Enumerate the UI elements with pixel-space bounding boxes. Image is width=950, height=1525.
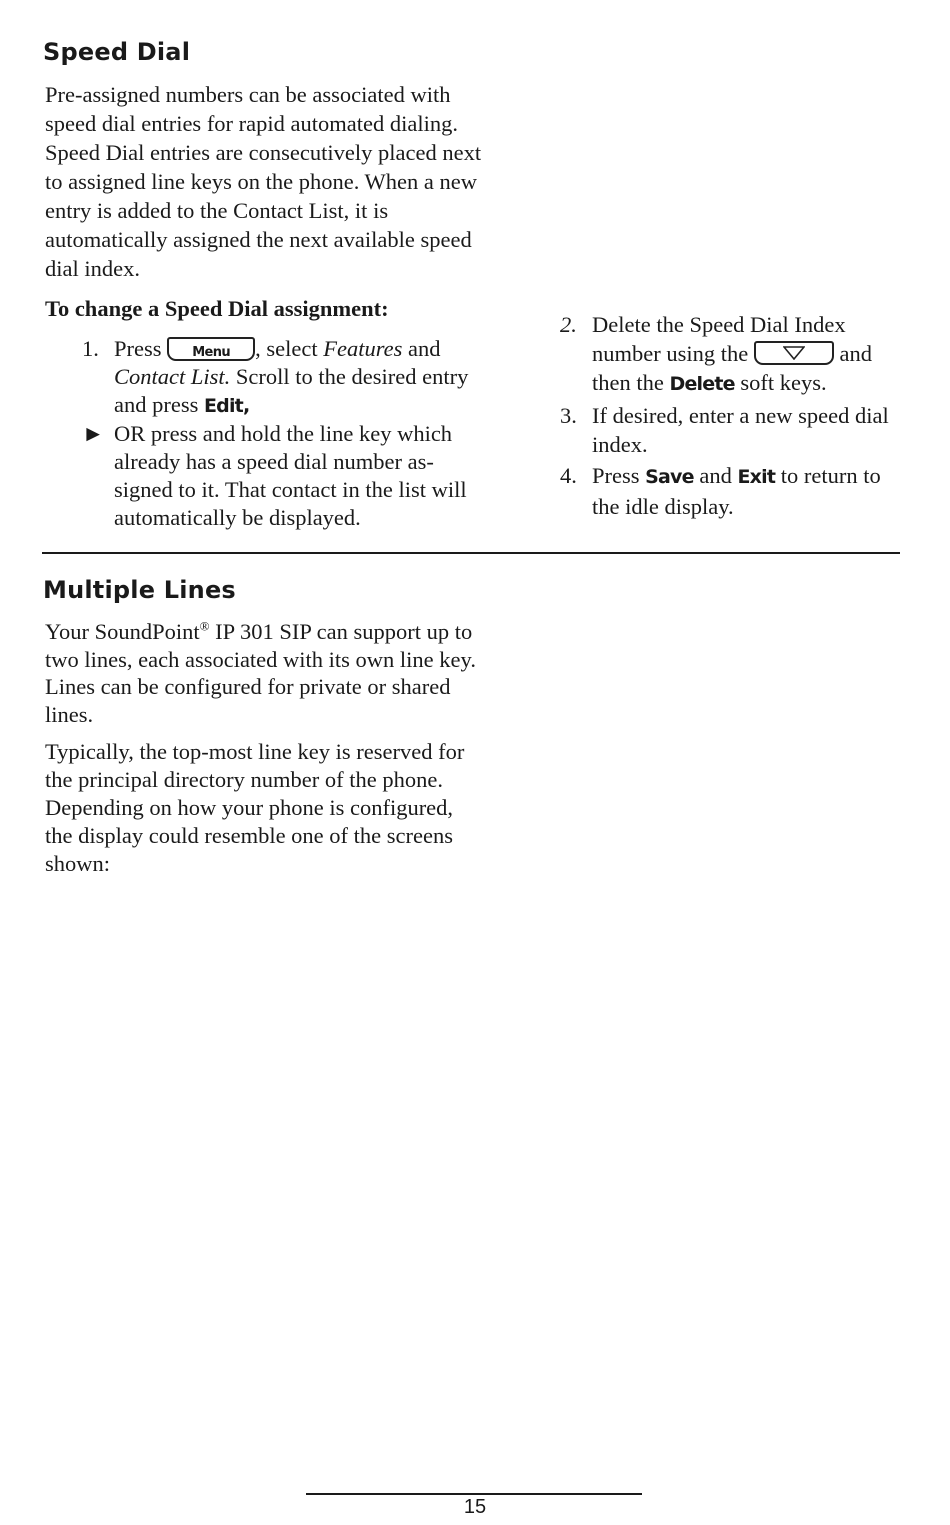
step-3-number: 3. (560, 403, 577, 428)
step-1-text-c: and (402, 336, 441, 361)
section-heading-multiple-lines: Multiple Lines (43, 576, 236, 604)
step-1-text-d: Scroll to the desired entry and press (114, 364, 469, 417)
step-1 (82, 335, 482, 420)
step-4-text-c: to return to the idle display. (592, 463, 881, 519)
speed-dial-subheading: To change a Speed Dial assignment: (45, 296, 389, 321)
save-softkey-label: Save (645, 466, 694, 488)
step-2-text-b: and then the (592, 341, 872, 395)
edit-softkey-label: Edit, (203, 395, 250, 417)
step-1-number: 1. (82, 336, 99, 361)
page-number: 15 (463, 1496, 487, 1518)
step-4-text-a: Press (592, 463, 646, 488)
multiple-lines-paragraph-2: Typically, the top-most line key is reserved for the principal directory number of the phone. Depending on how your phone is configured, the display could resemble one of the screens shown: (45, 739, 465, 876)
step-2-text-c: soft keys. (734, 370, 827, 395)
down-arrow-key-icon (754, 341, 834, 365)
step-1-features: Features (323, 336, 403, 361)
p1-text-a: Your SoundPoint (45, 619, 200, 644)
step-1-text-b: , select (255, 336, 324, 361)
speed-dial-steps-left (82, 335, 482, 532)
delete-softkey-label: Delete (669, 373, 735, 395)
step-3-text: If desired, enter a new speed dial index. (592, 403, 889, 457)
step-2 (560, 310, 890, 399)
step-1-text-a: Press (114, 336, 168, 361)
step-1-alternative (82, 420, 482, 532)
step-2-number: 2. (560, 312, 577, 337)
section-divider (42, 552, 900, 554)
step-1-alternative-text: OR press and hold the line key which already has a speed dial number as- signed to it. That contact in the list will automatically be displayed. (114, 421, 467, 530)
registered-mark: ® (199, 618, 210, 634)
speed-dial-steps-right (560, 310, 890, 521)
right-triangle-bullet-icon: ► (82, 421, 105, 446)
menu-key-icon (167, 337, 255, 361)
step-4 (560, 461, 890, 521)
step-4-number: 4. (560, 463, 577, 488)
step-1-contact-list: Contact List. (114, 364, 231, 389)
section-heading-speed-dial: Speed Dial (43, 38, 191, 66)
menu-key-label: Menu (192, 345, 231, 360)
p1-text-b: IP 301 SIP can support up to two lines, each associated with its own line key. Lines can be configured for private or shared lines. (45, 619, 476, 727)
step-3 (560, 401, 890, 459)
footer-rule (306, 1493, 642, 1495)
step-4-text-b: and (693, 463, 738, 488)
step-2-text-a: Delete the Speed Dial Index number using the (592, 312, 846, 366)
multiple-lines-paragraph-1 (45, 618, 485, 728)
speed-dial-intro: Pre-assigned numbers can be associated with speed dial entries for rapid automated dialing. Speed Dial entries are consecutively placed next to assigned line keys on the phone. When a new entry is added to the Contact List, it is automatically assigned the next available speed dial index. (45, 82, 482, 281)
exit-softkey-label: Exit (737, 466, 776, 488)
